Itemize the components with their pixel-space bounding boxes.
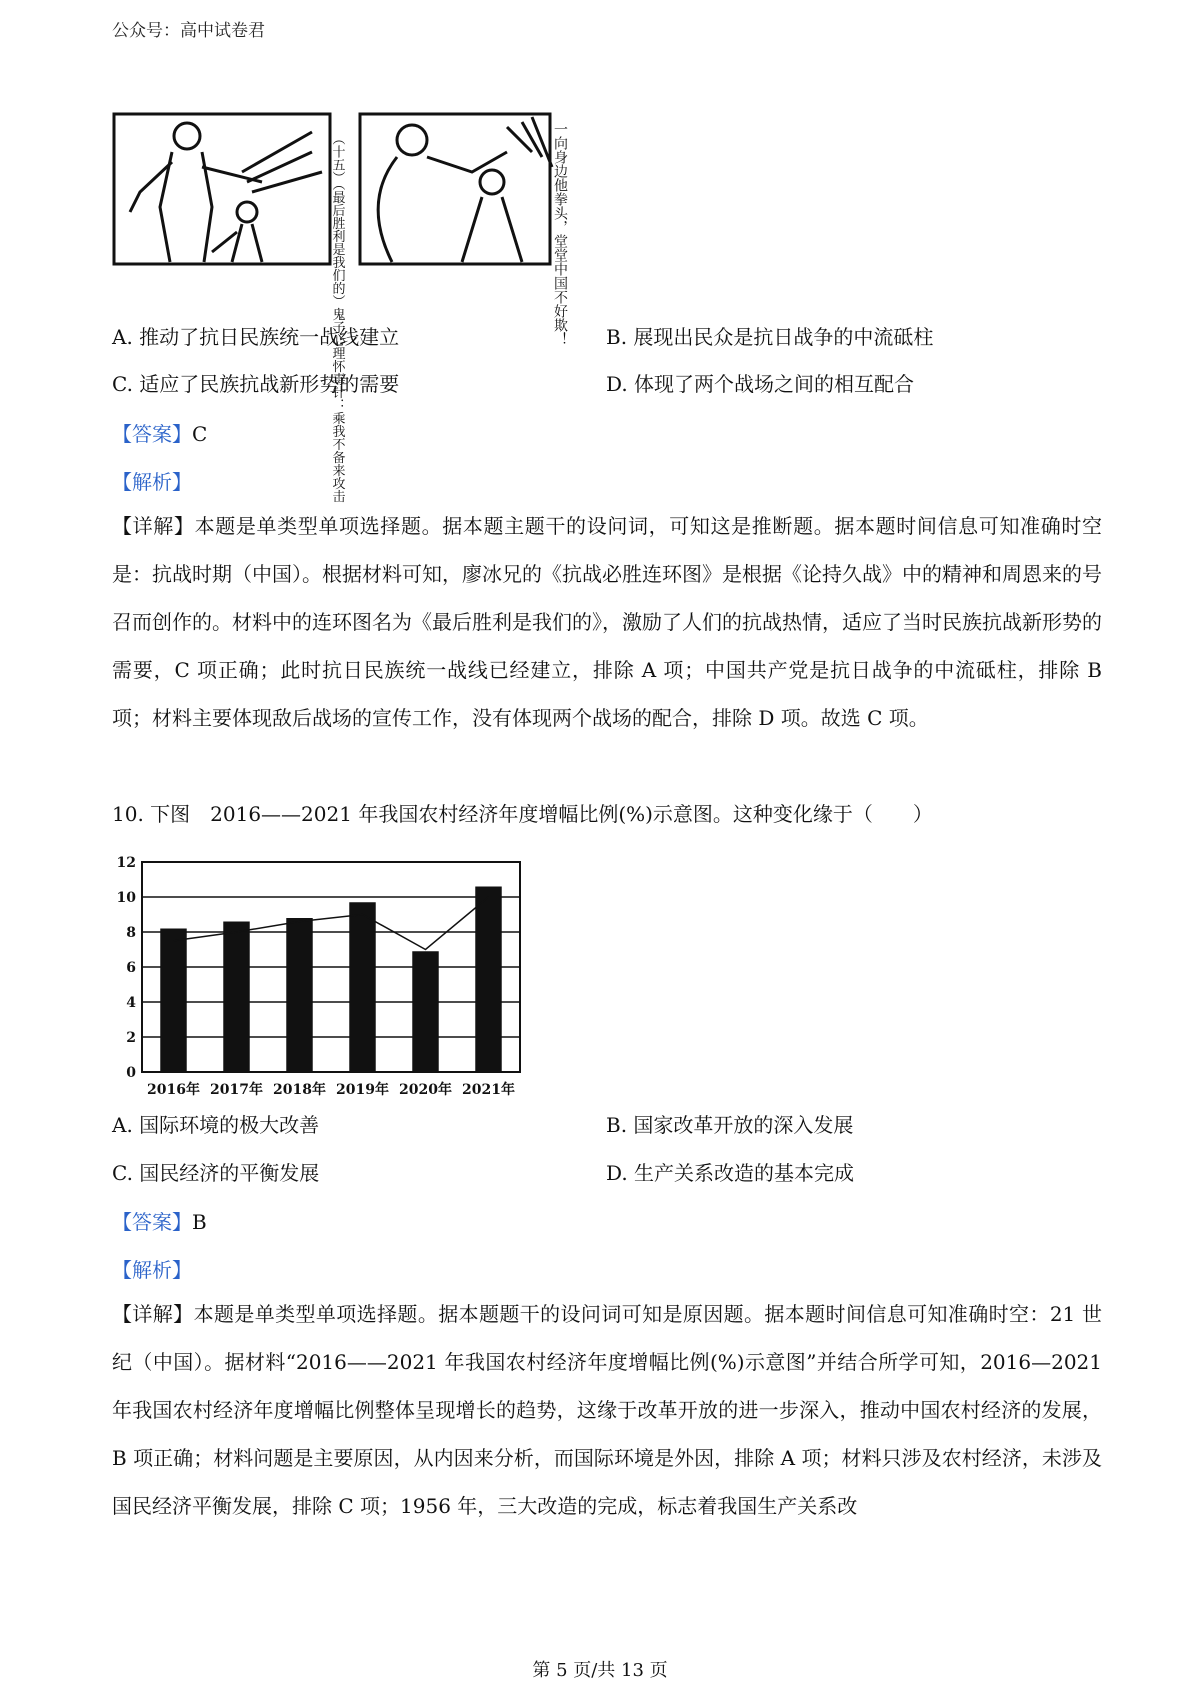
header-source: 公众号：高中试卷君 [112,21,265,41]
q9-answer-value: C [192,422,208,446]
q9-option-b[interactable]: B. 展现出民众是抗日战争的中流砥柱 [606,325,934,349]
q10-detail-text: 本题是单类型单项选择题。据本题题干的设问词可知是原因题。据本题时间信息可知准确时空：21 世纪（中国）。据材料“2016——2021 年我国农村经济年度增幅比例(%)示意图”并结合所学可知，2016—2021 年我国农村经济年度增幅比例整体呈现增长的趋势，这缘于改革开放的进一步深入，推动中国农村经济的发展，B 项正确；材料问题是主要原因，从内因来分析，而国际环境是外因，排除 A 项；材料只涉及农村经济，未涉及国民经济平衡发展，排除 C 项；1956 年，三大改造的完成，标志着我国生产关系改 [112,1302,1103,1518]
q9-option-c[interactable]: C. 适应了民族抗战新形势的需要 [112,372,400,396]
q9-answer [112,418,207,447]
y-tick-label: 8 [126,925,136,941]
bar [349,902,375,1072]
bar [160,929,186,1073]
x-tick-label: 2017年 [210,1082,263,1098]
q9-detail-text: 本题是单类型单项选择题。据本题主题干的设问词，可知这是推断题。据本题时间信息可知准确时空是：抗战时期（中国）。根据材料可知，廖冰兄的《抗战必胜连环图》是根据《论持久战》中的精神和周恩来的号召而创作的。材料中的连环图名为《最后胜利是我们的》，激励了人们的抗战热情，适应了当时民族抗战新形势的需要，C 项正确；此时抗日民族统一战线已经建立，排除 A 项；中国共产党是抗日战争的中流砥柱，排除 B 项；材料主要体现敌后战场的宣传工作，没有体现两个战场的配合，排除 D 项。故选 C 项。 [112,514,1103,730]
q10-answer-tag: 【答案】 [112,1210,192,1234]
q10-option-a[interactable]: A. 国际环境的极大改善 [112,1113,320,1137]
bar [223,922,249,1073]
q9-answer-tag: 【答案】 [112,422,192,446]
q10-option-d[interactable]: D. 生产关系改造的基本完成 [606,1161,855,1185]
y-tick-label: 4 [126,995,136,1011]
y-tick-label: 6 [126,960,136,976]
q10-option-c[interactable]: C. 国民经济的平衡发展 [112,1161,320,1185]
trend-line [174,897,489,950]
q9-option-d[interactable]: D. 体现了两个战场之间的相互配合 [606,372,915,396]
x-tick-label: 2019年 [336,1082,389,1098]
q10-stem: 10. 下图 2016——2021 年我国农村经济年度增幅比例(%)示意图。这种变化缘于（ ） [112,802,933,826]
q10-detail-tag: 【详解】 [112,1302,194,1326]
y-tick-label: 2 [126,1030,136,1046]
bar [475,887,501,1073]
page-number: 第 5 页/共 13 页 [532,1660,668,1681]
q10-answer-value: B [192,1210,207,1234]
q10-analysis-tag: 【解析】 [112,1258,192,1282]
q10-option-b[interactable]: B. 国家改革开放的深入发展 [606,1113,854,1137]
q10-detail [112,1290,1102,1530]
q10-answer [112,1206,207,1235]
y-tick-label: 10 [116,890,136,906]
q9-option-a[interactable]: A. 推动了抗日民族统一战线建立 [112,325,400,349]
growth-bar-chart [112,855,532,1108]
comic-caption-2: 一向身边他拳头，堂堂中国不好欺！ [552,122,568,346]
q9-detail-tag: 【详解】 [112,514,195,538]
y-tick-label: 12 [116,855,136,871]
q9-analysis-tag: 【解析】 [112,470,192,494]
x-tick-label: 2020年 [399,1082,452,1098]
x-tick-label: 2016年 [147,1082,200,1098]
x-tick-label: 2018年 [273,1082,326,1098]
x-tick-label: 2021年 [462,1082,515,1098]
comic-caption-1: （十五）（最后胜利是我们的）鬼子心理怀毒针：乘我不备来攻击 [329,132,345,503]
q9-detail [112,502,1102,742]
bar [412,951,438,1072]
bar [286,918,312,1072]
y-tick-label: 0 [126,1065,136,1081]
